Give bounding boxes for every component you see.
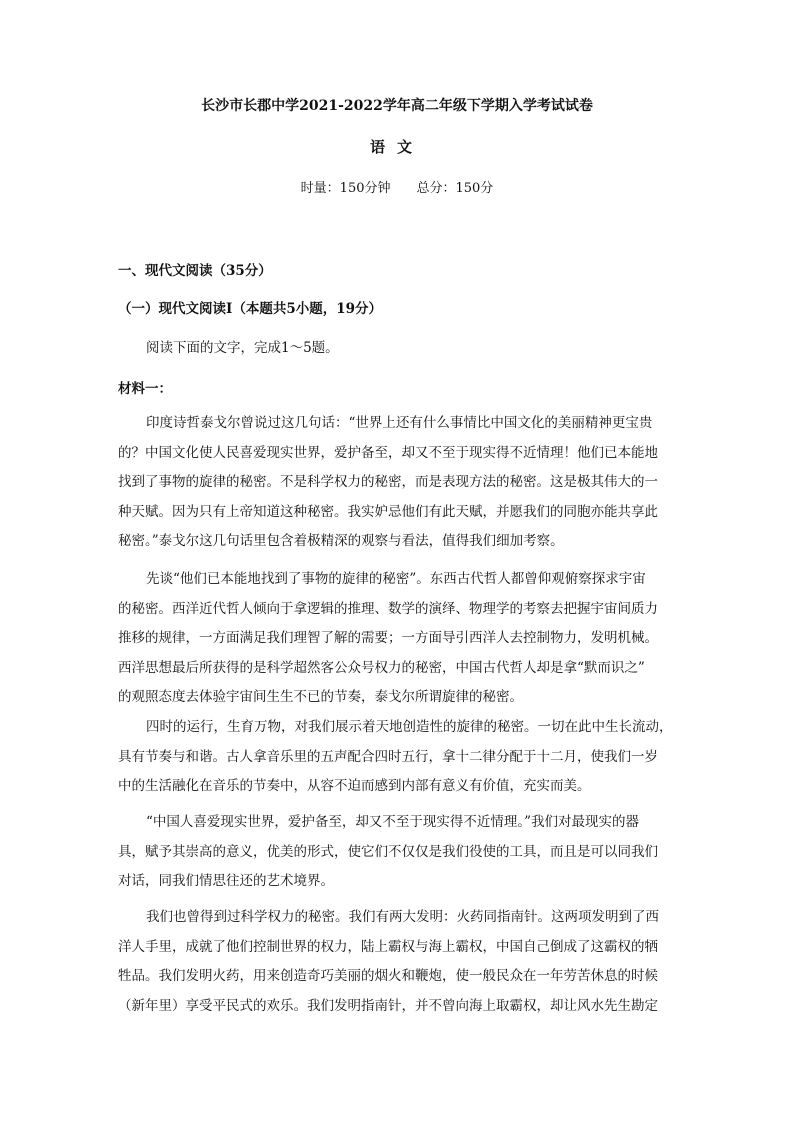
paragraph-line: 具，赋予其崇高的意义，优美的形式，使它们不仅仅是我们役使的工具，而且是可以同我们	[118, 843, 658, 860]
paragraph-line: 四时的运行，生育万物，对我们展示着天地创造性的旋律的秘密。一切在此中生长流动，	[146, 719, 673, 735]
paragraph-line: “中国人喜爱现实世界，爱护备至，却又不至于现实得不近情理。”我们对最现实的器	[146, 814, 640, 830]
paragraph-line: （新年里）享受平民式的欢乐。我们发明指南针，并不曾向海上取霸权，却让风水先生勘定	[118, 997, 658, 1014]
paragraph-1	[118, 409, 678, 557]
paragraph-line: 推移的规律，一方面满足我们理智了解的需要；一方面导引西洋人去控制物力，发明机械。	[118, 630, 658, 646]
paragraph-line: 中的生活融化在音乐的节奏中，从容不迫而感到内部有意义有价值，充实而美。	[118, 778, 591, 794]
paragraph-4	[118, 808, 678, 897]
reading-instruction: 阅读下面的文字，完成1～5题。	[146, 340, 339, 356]
paragraph-line: 西洋思想最后所获得的是科学超然客公众号权力的秘密，中国古代哲人却是拿“默而识之”	[118, 659, 645, 676]
paragraph-line: 的秘密。西洋近代哲人倾向于拿逻辑的推理、数学的演绎、物理学的考察去把握宇宙间质力	[118, 600, 658, 617]
paragraph-line: 找到了事物的旋律的秘密。不是科学权力的秘密，而是表现方法的秘密。这是极其伟大的一	[118, 474, 658, 490]
paragraph-5	[118, 903, 678, 1021]
paragraph-line: 秘密。”泰戈尔这几句话里包含着极精深的观察与看法，值得我们细加考察。	[118, 533, 564, 549]
paragraph-line: 印度诗哲泰戈尔曾说过这几句话：“世界上还有什么事情比中国文化的美丽精神更宝贵	[146, 415, 653, 431]
paragraph-line: 我们也曾得到过科学权力的秘密。我们有两大发明：火药同指南针。这两项发明到了西	[146, 909, 659, 925]
paragraph-3	[118, 713, 678, 802]
exam-meta: 时量：150分钟 总分：150分	[300, 181, 494, 196]
material-label: 材料一：	[118, 381, 172, 397]
paragraph-line: 种天赋。因为只有上帝知道这种秘密。我实妒忌他们有此天赋，并愿我们的同胞亦能共享此	[118, 503, 658, 520]
paragraph-line: 洋人手里，成就了他们控制世界的权力，陆上霸权与海上霸权，中国自己倒成了这霸权的牺	[118, 938, 658, 955]
section-heading: 一、现代文阅读（35分）	[118, 263, 272, 279]
paragraph-line: 具有节奏与和谐。古人拿音乐里的五声配合四时五行，拿十二律分配于十二月，使我们一岁	[118, 748, 658, 765]
paragraph-2	[118, 565, 678, 713]
paragraph-line: 对话，同我们情思往还的艺术境界。	[118, 873, 334, 889]
exam-title: 长沙市长郡中学2021-2022学年高二年级下学期入学考试试卷	[201, 98, 593, 114]
paragraph-line: 的观照态度去体验宇宙间生生不已的节奏，泰戈尔所谓旋律的秘密。	[118, 689, 523, 705]
paragraph-line: 牲品。我们发明火药，用来创造奇巧美丽的烟火和鞭炮，使一般民众在一年劳苦休息的时候	[118, 968, 658, 984]
paragraph-line: 先谈“他们已本能地找到了事物的旋律的秘密”。东西古代哲人都曾仰观俯察探求宇宙	[146, 571, 646, 587]
subsection-heading: （一）现代文阅读Ⅰ（本题共5小题，19分）	[118, 301, 382, 317]
paragraph-line: 的？中国文化使人民喜爱现实世界，爱护备至，却又不至于现实得不近情理！他们已本能地	[118, 444, 658, 461]
exam-subject: 语文	[369, 138, 424, 156]
